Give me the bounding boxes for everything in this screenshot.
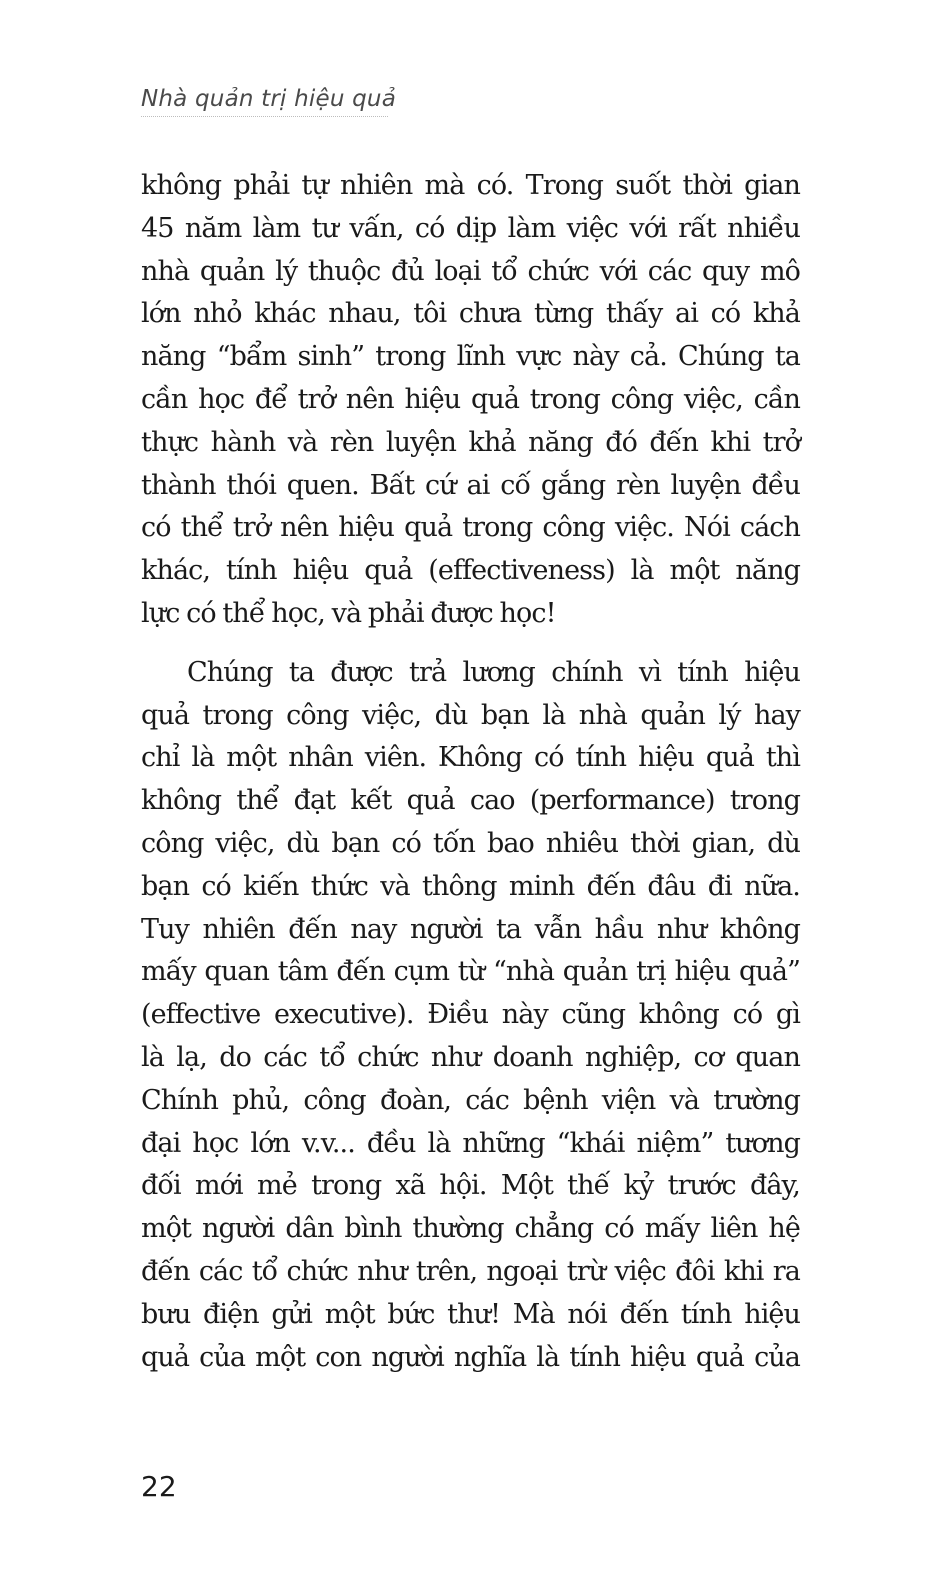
text-line: không phải tự nhiên mà có. Trong suốt thời gian: [141, 170, 800, 201]
text-line: cần học để trở nên hiệu quả trong công việc, cần: [141, 383, 800, 415]
text-line: (effective executive). Điều này cũng không có gì: [141, 999, 800, 1031]
text-line: Chính phủ, công đoàn, các bệnh viện và trường: [141, 1084, 800, 1116]
text-line: công việc, dù bạn có tốn bao nhiêu thời gian, dù: [141, 827, 800, 859]
text-line: chỉ là một nhân viên. Không có tính hiệu quả thì: [141, 742, 800, 774]
text-line: không thể đạt kết quả cao (performance) trong: [141, 785, 800, 817]
text-line: khác, tính hiệu quả (effectiveness) là một năng: [141, 555, 800, 587]
text-line: quả trong công việc, dù bạn là nhà quản lý hay: [141, 699, 800, 731]
text-line: mấy quan tâm đến cụm từ “nhà quản trị hiệu quả”: [141, 956, 800, 988]
text-line: đại học lớn v.v... đều là những “khái niệm” tương: [141, 1127, 800, 1159]
paragraph-2: [141, 652, 800, 1380]
text-line: lớn nhỏ khác nhau, tôi chưa từng thấy ai có khả: [141, 298, 800, 330]
text-line: Tuy nhiên đến nay người ta vẫn hầu như không: [141, 913, 800, 945]
page-body: [141, 165, 800, 1379]
text-line: nhà quản lý thuộc đủ loại tổ chức với các quy mô: [141, 255, 800, 287]
text-line: một người dân bình thường chẳng có mấy liên hệ: [141, 1213, 800, 1245]
page-number: 22: [141, 1470, 177, 1503]
text-line: đến các tổ chức như trên, ngoại trừ việc đôi khi ra: [141, 1255, 800, 1287]
text-line: thực hành và rèn luyện khả năng đó đến khi trở: [141, 426, 800, 458]
text-line: thành thói quen. Bất cứ ai cố gắng rèn luyện đều: [141, 469, 800, 501]
text-line: bạn có kiến thức và thông minh đến đâu đi nữa.: [141, 870, 800, 902]
paragraph-spacer: [141, 636, 800, 652]
text-line: quả của một con người nghĩa là tính hiệu quả của: [141, 1341, 800, 1373]
paragraph-1: [141, 165, 800, 636]
text-line: lực có thể học, và phải được học!: [141, 597, 556, 629]
text-line: bưu điện gửi một bức thư! Mà nói đến tính hiệu: [141, 1298, 800, 1330]
text-line: có thể trở nên hiệu quả trong công việc. Nói cách: [141, 512, 800, 544]
text-line: năng “bẩm sinh” trong lĩnh vực này cả. Chúng ta: [141, 341, 800, 373]
text-line: Chúng ta được trả lương chính vì tính hiệu: [187, 656, 800, 688]
text-line: đối mới mẻ trong xã hội. Một thế kỷ trước đây,: [141, 1170, 800, 1202]
text-line: là lạ, do các tổ chức như doanh nghiệp, cơ quan: [141, 1041, 800, 1073]
running-header-title: Nhà quản trị hiệu quả: [141, 86, 388, 117]
text-line: 45 năm làm tư vấn, có dịp làm việc với rất nhiều: [141, 212, 800, 244]
